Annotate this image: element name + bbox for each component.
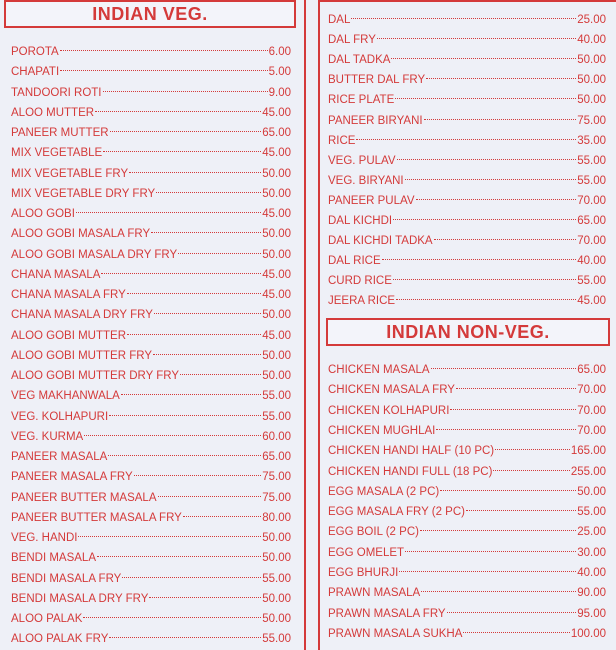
dot-leader <box>103 135 261 152</box>
dot-leader <box>393 203 576 220</box>
dot-leader <box>493 454 569 471</box>
menu-item-name: BENDI MASALA FRY <box>11 572 122 585</box>
menu-item <box>11 261 291 281</box>
menu-item <box>328 6 606 26</box>
menu-item <box>11 79 291 99</box>
dot-leader <box>426 62 576 79</box>
menu-item <box>328 498 606 519</box>
menu-item <box>328 437 606 458</box>
menu-item-price: 55.00 <box>262 633 291 646</box>
dot-leader <box>399 555 576 572</box>
menu-item-name: ALOO GOBI MUTTER FRY <box>11 349 152 362</box>
dot-leader <box>60 54 267 71</box>
menu-item-price: 65.00 <box>577 364 606 376</box>
menu-item-name: MIX VEGETABLE <box>11 147 103 160</box>
dot-leader <box>109 399 261 416</box>
menu-item <box>11 301 291 322</box>
menu-item-price: 95.00 <box>577 607 606 620</box>
menu-item-price: 80.00 <box>262 511 291 524</box>
menu-item <box>328 86 606 107</box>
menu-item-price: 50.00 <box>577 94 606 107</box>
menu-item-name: PRAWN MASALA FRY <box>328 607 446 620</box>
menu-item-name: VEG MAKHANWALA <box>11 390 120 403</box>
dot-leader <box>110 115 262 132</box>
menu-item-price: 50.00 <box>262 613 291 625</box>
menu-item-name: CURD RICE <box>328 275 392 288</box>
dot-leader <box>127 277 261 294</box>
menu-item-name: PANEER MASALA <box>11 451 108 463</box>
dot-leader <box>434 223 577 240</box>
dot-leader <box>101 257 261 274</box>
menu-item-name: TANDOORI ROTI <box>11 86 102 99</box>
menu-item-name: ALOO PALAK FRY <box>11 633 109 646</box>
menu-item-name: ALOO GOBI <box>11 208 75 220</box>
dot-leader <box>424 103 577 120</box>
menu-item-price: 50.00 <box>262 167 291 180</box>
menu-item-price: 75.00 <box>577 114 606 127</box>
menu-item-name: CHICKEN HANDI FULL (18 PC) <box>328 465 493 478</box>
menu-item <box>328 417 606 437</box>
dot-leader <box>108 439 261 456</box>
menu-item <box>328 620 606 640</box>
menu-item-name: EGG MASALA FRY (2 PC) <box>328 506 465 519</box>
menu-item-name: VEG. HANDI <box>11 532 78 544</box>
menu-item-price: 165.00 <box>570 445 606 458</box>
dot-leader <box>440 474 576 491</box>
menu-item-name: EGG MASALA (2 PC) <box>328 485 440 498</box>
menu-item-name: CHAPATI <box>11 66 60 79</box>
menu-item-price: 70.00 <box>577 235 606 248</box>
menu-item-price: 90.00 <box>577 587 606 600</box>
menu-item-price: 55.00 <box>262 390 291 403</box>
dot-leader <box>129 156 261 173</box>
menu-item <box>328 579 606 600</box>
menu-item-name: CHANA MASALA <box>11 268 101 281</box>
dot-leader <box>421 575 576 592</box>
menu-item-price: 55.00 <box>262 410 291 423</box>
menu-item <box>11 342 291 362</box>
menu-item-name: PANEER MASALA FRY <box>11 471 133 484</box>
menu-item <box>11 443 291 463</box>
dot-leader <box>431 352 577 369</box>
menu-item <box>11 585 291 605</box>
dot-leader <box>495 433 570 450</box>
dot-leader <box>463 616 569 633</box>
menu-item-price: 6.00 <box>268 46 291 58</box>
dot-leader <box>103 75 268 92</box>
menu-item <box>11 605 291 625</box>
right-column <box>318 0 616 650</box>
dot-leader <box>393 263 576 280</box>
menu-item-price: 50.00 <box>262 248 291 261</box>
menu-item-name: PANEER MUTTER <box>11 127 109 139</box>
dot-leader <box>153 338 261 355</box>
menu-item-price: 9.00 <box>268 86 291 99</box>
menu-item-price: 75.00 <box>262 491 291 504</box>
dot-leader <box>450 393 576 410</box>
menu-item <box>328 397 606 417</box>
menu-item <box>11 160 291 180</box>
menu-item-name: PANEER BUTTER MASALA FRY <box>11 511 182 524</box>
menu-item-price: 55.00 <box>577 174 606 187</box>
menu-item-name: PRAWN MASALA <box>328 587 421 600</box>
menu-item-price: 55.00 <box>577 506 606 519</box>
menu-item <box>328 267 606 288</box>
menu-item-price: 50.00 <box>577 485 606 498</box>
dot-leader <box>127 318 261 335</box>
dot-leader <box>154 297 261 314</box>
menu-item-name: MIX VEGETABLE DRY FRY <box>11 187 156 200</box>
dot-leader <box>416 183 577 200</box>
dot-leader <box>466 494 576 511</box>
menu-item-price: 50.00 <box>262 187 291 200</box>
dot-leader <box>109 621 261 638</box>
menu-item-price: 25.00 <box>577 526 606 539</box>
menu-item <box>11 180 291 200</box>
menu-item <box>11 200 291 220</box>
menu-item-name: DAL <box>328 14 351 26</box>
menu-item <box>11 625 291 646</box>
menu-item-price: 40.00 <box>577 255 606 268</box>
menu-item-price: 55.00 <box>577 275 606 288</box>
menu-item-price: 45.00 <box>262 147 291 160</box>
menu-item <box>11 423 291 443</box>
menu-item-price: 60.00 <box>262 430 291 443</box>
dot-leader <box>158 480 262 497</box>
menu-item <box>328 478 606 498</box>
menu-item-name: MIX VEGETABLE FRY <box>11 167 129 180</box>
menu-item-name: EGG OMELET <box>328 546 405 559</box>
menu-item-name: ALOO MUTTER <box>11 106 95 119</box>
menu-item <box>328 127 606 147</box>
menu-item <box>328 46 606 67</box>
menu-item-name: PANEER BIRYANI <box>328 114 423 127</box>
menu-item <box>11 565 291 585</box>
menu-item-price: 255.00 <box>570 465 606 478</box>
menu-item <box>11 38 291 58</box>
menu-item <box>328 107 606 127</box>
menu-item <box>328 518 606 539</box>
menu-item-price: 65.00 <box>262 451 291 463</box>
veg-section-title: INDIAN VEG. <box>4 0 296 28</box>
dot-leader <box>456 372 576 389</box>
menu-item-price: 50.00 <box>262 552 291 565</box>
menu-item-price: 45.00 <box>262 329 291 342</box>
dot-leader <box>447 596 577 613</box>
menu-item <box>11 362 291 382</box>
menu-item-price: 50.00 <box>262 592 291 605</box>
dot-leader <box>351 2 576 19</box>
menu-item <box>328 187 606 207</box>
menu-item-name: PANEER PULAV <box>328 194 415 207</box>
dot-leader <box>183 500 261 517</box>
dot-leader <box>149 581 261 598</box>
menu-item <box>328 26 606 47</box>
dot-leader <box>122 561 261 578</box>
menu-item-name: DAL KICHDI <box>328 215 393 227</box>
dot-leader <box>405 535 576 552</box>
dot-leader <box>60 34 268 51</box>
menu-item-price: 65.00 <box>262 127 291 139</box>
menu-item-price: 50.00 <box>577 54 606 67</box>
dot-leader <box>178 237 261 254</box>
menu-item <box>11 241 291 261</box>
menu-item <box>11 382 291 403</box>
menu-item <box>11 220 291 241</box>
dot-leader <box>95 95 261 112</box>
menu-item-name: BUTTER DAL FRY <box>328 74 426 87</box>
menu-item-name: ALOO GOBI MASALA FRY <box>11 228 151 241</box>
menu-item-name: DAL TADKA <box>328 54 391 67</box>
menu-item-name: RICE <box>328 134 356 147</box>
menu-item-price: 25.00 <box>577 14 606 26</box>
menu-item <box>11 524 291 544</box>
menu-item <box>328 600 606 620</box>
menu-item-price: 45.00 <box>262 289 291 301</box>
menu-item-price: 70.00 <box>577 404 606 417</box>
menu-item-name: VEG. KOLHAPURI <box>11 410 109 423</box>
menu-item-price: 70.00 <box>577 194 606 207</box>
dot-leader <box>121 378 261 395</box>
dot-leader <box>377 22 576 39</box>
dot-leader <box>76 196 261 213</box>
menu-item-name: PANEER BUTTER MASALA <box>11 491 157 504</box>
menu-item-name: ALOO GOBI MASALA DRY FRY <box>11 248 178 261</box>
dot-leader <box>395 82 576 99</box>
menu-item-price: 65.00 <box>577 215 606 227</box>
menu-item-name: EGG BOIL (2 PC) <box>328 526 419 539</box>
menu-item-price: 35.00 <box>577 134 606 147</box>
menu-item-name: ALOO GOBI MUTTER DRY FRY <box>11 370 180 382</box>
menu-item-name: CHANA MASALA FRY <box>11 289 126 301</box>
menu-item-price: 75.00 <box>262 471 291 484</box>
menu-item-price: 70.00 <box>577 384 606 397</box>
menu-item-name: CHANA MASALA DRY FRY <box>11 309 153 322</box>
dot-leader <box>391 42 576 59</box>
dot-leader <box>156 176 261 193</box>
menu-item <box>11 58 291 79</box>
menu-item-name: DAL RICE <box>328 255 381 268</box>
menu-item-name: VEG. BIRYANI <box>328 174 404 187</box>
menu-item <box>328 356 606 376</box>
menu-item <box>328 207 606 227</box>
dot-leader <box>420 514 576 531</box>
dot-leader <box>180 358 261 375</box>
dot-leader <box>396 283 576 300</box>
dot-leader <box>151 216 261 233</box>
menu-item-name: JEERA RICE <box>328 295 396 308</box>
menu-item-name: BENDI MASALA DRY FRY <box>11 592 149 605</box>
menu-item-name: POROTA <box>11 46 59 58</box>
menu-item <box>328 247 606 268</box>
menu-item-name: BENDI MASALA <box>11 552 96 565</box>
veg-column <box>0 0 306 650</box>
menu-item-price: 50.00 <box>262 532 291 544</box>
dot-leader <box>405 163 577 180</box>
menu-item-name: CHICKEN HANDI HALF (10 PC) <box>328 445 495 458</box>
menu-item-name: EGG BHURJI <box>328 567 399 579</box>
menu-item-price: 50.00 <box>262 349 291 362</box>
dot-leader <box>436 413 576 430</box>
menu-item-price: 100.00 <box>570 627 606 640</box>
menu-item-price: 45.00 <box>262 106 291 119</box>
menu-item <box>11 403 291 423</box>
menu-item-price: 50.00 <box>262 370 291 382</box>
menu-item <box>11 281 291 301</box>
menu-item-price: 50.00 <box>262 309 291 322</box>
menu-item <box>328 458 606 478</box>
menu-item <box>328 167 606 187</box>
menu-item-name: CHICKEN MASALA FRY <box>328 384 455 397</box>
menu-item <box>328 147 606 167</box>
menu-item-price: 30.00 <box>577 546 606 559</box>
nonveg-section-title: INDIAN NON-VEG. <box>326 318 610 346</box>
menu-item-price: 40.00 <box>577 34 606 47</box>
menu-item-name: DAL KICHDI TADKA <box>328 235 433 248</box>
menu-item <box>11 504 291 524</box>
menu-item <box>11 463 291 484</box>
menu-item <box>328 287 606 308</box>
menu-item-name: ALOO PALAK <box>11 613 83 625</box>
menu-item-price: 55.00 <box>262 572 291 585</box>
menu-item-price: 5.00 <box>268 66 291 79</box>
menu-item-name: PRAWN MASALA SUKHA <box>328 627 463 640</box>
menu-item-name: CHICKEN MUGHLAI <box>328 424 436 437</box>
menu-item <box>11 139 291 160</box>
menu-item-price: 45.00 <box>262 208 291 220</box>
dot-leader <box>356 123 576 140</box>
menu-item-name: ALOO GOBI MUTTER <box>11 329 127 342</box>
menu-item-price: 45.00 <box>577 295 606 308</box>
menu-item-name: CHICKEN KOLHAPURI <box>328 404 450 417</box>
dot-leader <box>78 520 261 537</box>
dot-leader <box>84 419 261 436</box>
menu-item <box>328 539 606 559</box>
menu-item <box>328 376 606 397</box>
menu-item <box>11 99 291 119</box>
menu-item-name: VEG. PULAV <box>328 154 396 167</box>
menu-item <box>11 119 291 139</box>
menu-item <box>328 66 606 87</box>
menu-item-price: 40.00 <box>577 567 606 579</box>
menu-item-name: RICE PLATE <box>328 94 395 107</box>
menu-item-price: 50.00 <box>262 228 291 241</box>
menu-item-price: 55.00 <box>577 154 606 167</box>
menu-item-name: CHICKEN MASALA <box>328 364 430 376</box>
menu-item-price: 50.00 <box>577 74 606 87</box>
menu-item <box>328 559 606 579</box>
dot-leader <box>382 243 577 260</box>
menu-item-name: VEG. KURMA <box>11 430 84 443</box>
menu-item-price: 70.00 <box>577 424 606 437</box>
dot-leader <box>83 601 261 618</box>
menu-item <box>328 227 606 248</box>
menu-item <box>11 484 291 504</box>
menu-item-price: 45.00 <box>262 268 291 281</box>
dot-leader <box>134 459 262 476</box>
dot-leader <box>97 540 261 557</box>
menu-item <box>11 544 291 565</box>
menu-item <box>11 322 291 342</box>
dot-leader <box>397 143 577 160</box>
menu-item-name: DAL FRY <box>328 34 376 47</box>
